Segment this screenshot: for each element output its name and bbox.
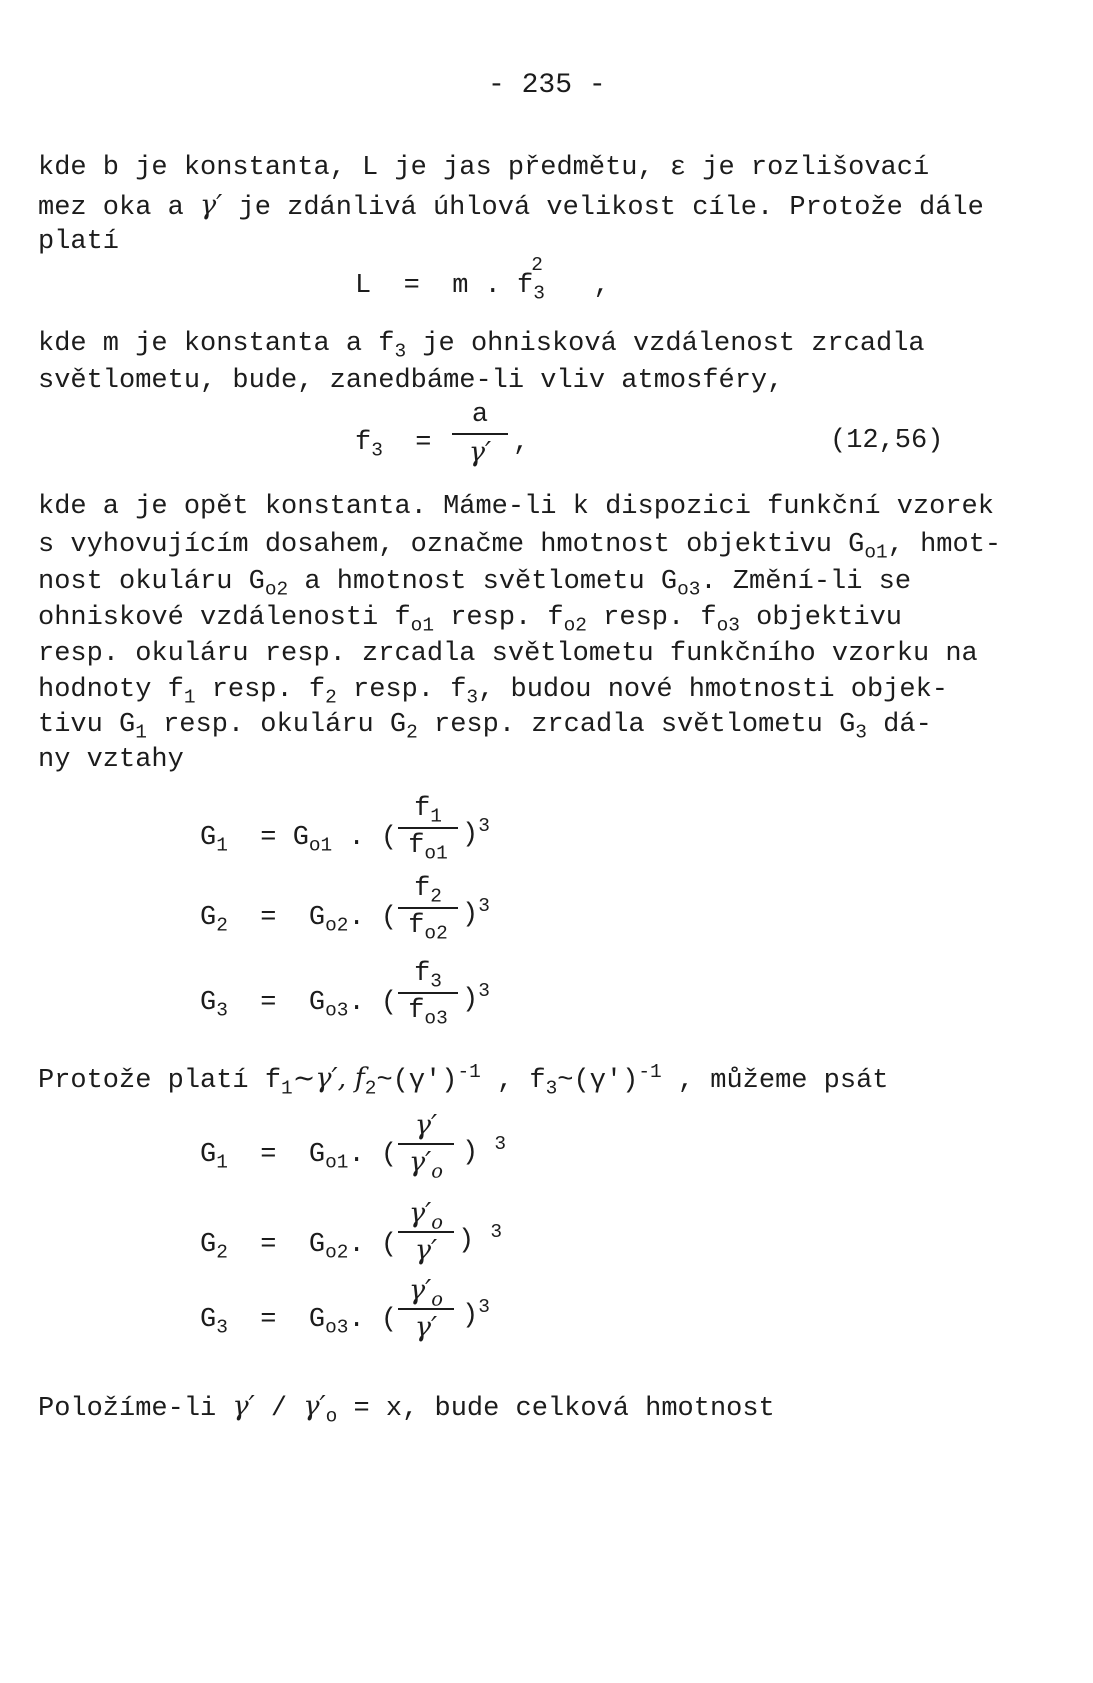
text-line: Položíme-li $\gamma' / \gamma'_o = x$, bude celková hmotnost xyxy=(38,1391,775,1428)
fraction-gamma0-over-gamma: $\gamma'_o$ γ′ xyxy=(398,1200,454,1264)
equation-G1: $G_1 = G_{o1}$ . ( xyxy=(200,823,398,857)
text-line: Protože platí $f_1\sim\gamma'$, $f_2\sim(\gamma')^{-1}$ , $f_3\sim(\gamma')^{-1}$ , můžeme psát xyxy=(38,1061,889,1100)
equation-close: )$^3$ xyxy=(462,980,490,1015)
equation-close: )$^3$ xyxy=(462,815,490,850)
equation-L: L = m . $f_3$ 2 , xyxy=(355,254,610,305)
text-line: platí xyxy=(38,227,120,257)
text-line: ohniskové vzdálenosti $f_{o1}$ resp. $f_{o2}$ resp. $f_{o3}$ objektivu xyxy=(38,603,902,637)
fraction-gamma-over-gamma0: γ′ $\gamma'_o$ xyxy=(398,1112,454,1176)
fraction-gamma0-over-gamma: $\gamma'_o$ γ′ xyxy=(398,1277,454,1341)
equation-close: ) $^3$ xyxy=(458,1221,503,1256)
equation-close: )$^3$ xyxy=(462,1296,490,1331)
equation-close: ) $^3$ xyxy=(462,1133,507,1168)
text-line: hodnoty $f_1$ resp. $f_2$ resp. $f_3$, budou nové hmotnosti objek- xyxy=(38,675,948,709)
text-line: mez oka a γ′ je zdánlivá úhlová velikost cíle. Protože dále xyxy=(38,190,984,223)
text-line: kde a je opět konstanta. Máme-li k dispozici funkční vzorek xyxy=(38,492,994,522)
equation-close: )$^3$ xyxy=(462,895,490,930)
equation-G2: $G_2 = G_{o2}$. ( xyxy=(200,903,398,937)
gamma-symbol: γ′ xyxy=(200,190,223,221)
text-line: kde b je konstanta, L je jas předmětu, ε je rozlišovací xyxy=(38,153,930,183)
equation-label: (12,56) xyxy=(830,426,944,456)
page-number: - 235 - xyxy=(488,70,606,101)
text-line: tivu $G_1$ resp. okuláru $G_2$ resp. zrcadla světlometu $G_3$ dá- xyxy=(38,710,932,744)
text-line: ny vztahy xyxy=(38,745,184,775)
text-line: světlometu, bude, zanedbáme-li vliv atmosféry, xyxy=(38,366,784,396)
fraction-f2-over-fo2: $f_2$ $f_{o2}$ xyxy=(398,876,458,940)
text-line: nost okuláru $G_{o2}$ a hmotnost světlometu $G_{o3}$. Změní-li se xyxy=(38,567,912,601)
text-line: resp. okuláru resp. zrcadla světlometu funkčního vzorku na xyxy=(38,639,978,669)
fraction-f3-over-fo3: $f_3$ $f_{o3}$ xyxy=(398,961,458,1025)
equation-G2-gamma: $G_2 = G_{o2}$. ( xyxy=(200,1230,398,1264)
equation-comma: , xyxy=(513,428,530,458)
text-line: s vyhovujícím dosahem, označme hmotnost objektivu $G_{o1}$, hmot- xyxy=(38,530,1002,564)
fraction-f1-over-fo1: $f_1$ $f_{o1}$ xyxy=(398,796,458,860)
equation-G3-gamma: $G_3 = G_{o3}$. ( xyxy=(200,1305,398,1339)
fraction-a-over-gamma: a γ′ xyxy=(452,402,508,466)
equation-G3: $G_3 = G_{o3}$. ( xyxy=(200,988,398,1022)
text-line: kde m je konstanta a $f_3$ je ohnisková vzdálenost zrcadla xyxy=(38,329,925,363)
equation-f3-lhs: $f_3$ = xyxy=(355,428,432,462)
equation-G1-gamma: $G_1 = G_{o1}$. ( xyxy=(200,1140,398,1174)
